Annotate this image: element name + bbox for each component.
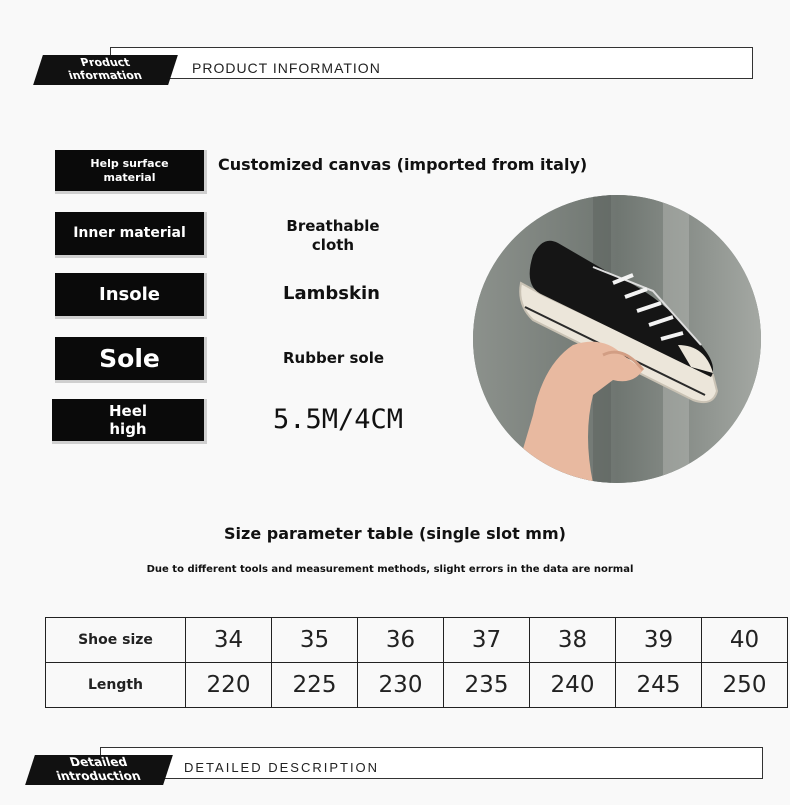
size-cell: 40: [702, 618, 788, 663]
row-header-length: Length: [46, 663, 186, 708]
value-heel-high: 5.5M/4CM: [273, 404, 404, 435]
length-cell: 245: [616, 663, 702, 708]
table-row: [46, 618, 788, 663]
length-cell: 235: [444, 663, 530, 708]
row-header-shoe-size: Shoe size: [46, 618, 186, 663]
footer-tag-line1: Detailed: [67, 755, 130, 770]
size-cell: 38: [530, 618, 616, 663]
size-cell: 35: [272, 618, 358, 663]
length-cell: 225: [272, 663, 358, 708]
header-title: PRODUCT INFORMATION: [192, 60, 381, 76]
value-help-surface-material: Customized canvas (imported from italy): [218, 155, 588, 174]
footer-title: DETAILED DESCRIPTION: [184, 760, 380, 775]
label-heel-high: Heel high: [52, 399, 207, 444]
product-photo: [473, 195, 761, 483]
table-row: [46, 663, 788, 708]
footer-tag-line2: introduction: [54, 769, 143, 783]
value-insole: Lambskin: [283, 283, 380, 304]
label-insole: Insole: [55, 273, 207, 319]
value-sole: Rubber sole: [283, 349, 385, 367]
size-cell: 37: [444, 618, 530, 663]
label-sole: Sole: [55, 337, 207, 383]
value-inner-material: Breathable cloth: [286, 217, 380, 254]
header-tag: [33, 55, 178, 85]
size-table-note: Due to different tools and measurement methods, slight errors in the data are normal: [146, 564, 634, 575]
header-tag-line2: information: [66, 69, 144, 82]
length-cell: 250: [702, 663, 788, 708]
size-table-title: Size parameter table (single slot mm): [224, 524, 566, 543]
size-table: [45, 617, 788, 708]
label-inner-material: Inner material: [55, 212, 207, 258]
length-cell: 240: [530, 663, 616, 708]
label-help-surface-material: Help surface material: [55, 150, 207, 194]
size-cell: 34: [186, 618, 272, 663]
size-cell: 36: [358, 618, 444, 663]
length-cell: 220: [186, 663, 272, 708]
footer-tag: [25, 755, 173, 785]
length-cell: 230: [358, 663, 444, 708]
size-cell: 39: [616, 618, 702, 663]
header-tag-line1: Product: [78, 56, 132, 70]
